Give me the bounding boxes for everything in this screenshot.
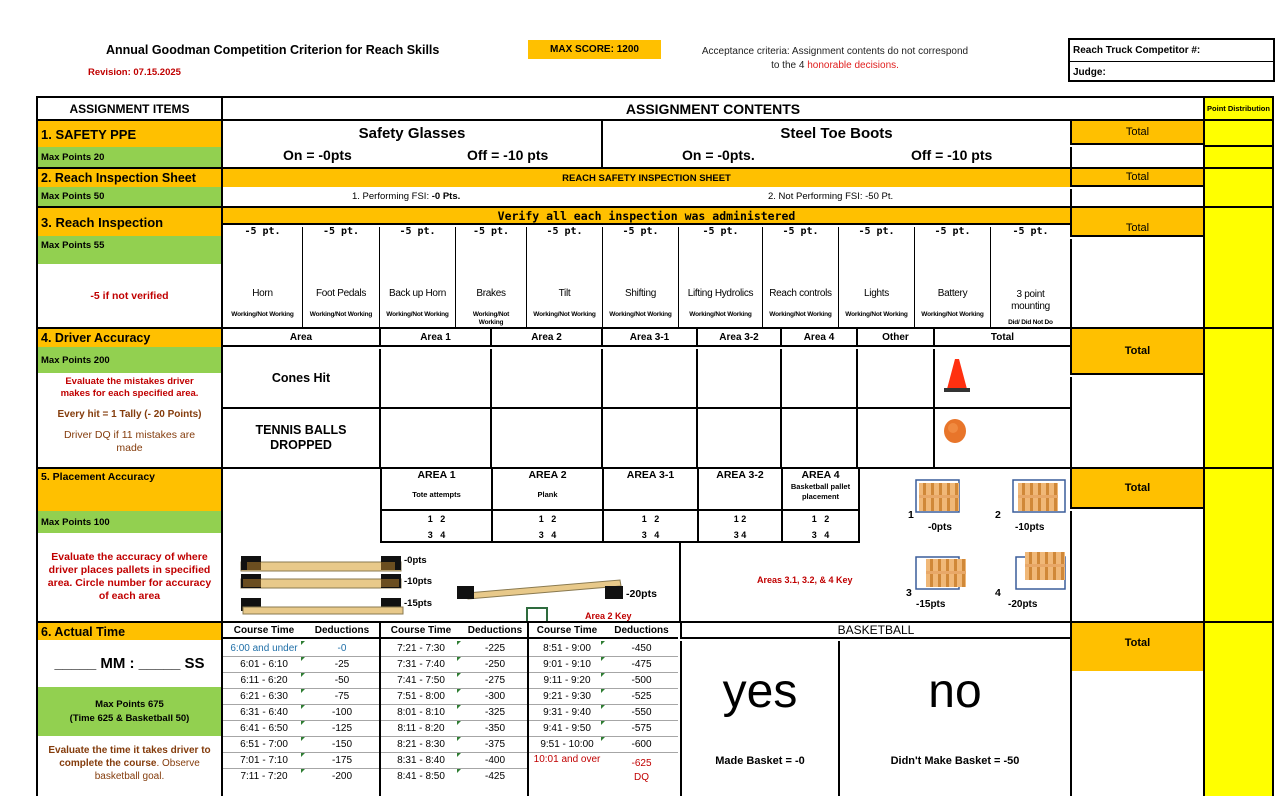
inspection-item-status: Working/Not Working (231, 311, 294, 318)
comment-indicator-icon (457, 753, 461, 757)
time-deduction-value: -425 (484, 771, 505, 782)
max-score-badge: MAX SCORE: 1200 (528, 40, 661, 59)
section-3-total-input[interactable] (1070, 239, 1203, 327)
pallet-key-pts-1: -0pts (928, 522, 952, 533)
plank-15pts-icon (241, 598, 403, 614)
comment-indicator-icon (301, 705, 305, 709)
time-entry-field[interactable]: _____ MM : _____ SS (38, 640, 223, 687)
inspection-item-points: -5 pt. (1012, 226, 1049, 237)
assignment-contents-header: ASSIGNMENT CONTENTS (223, 98, 1203, 121)
point-distribution-column (1203, 121, 1272, 796)
performing-fsi-points: -0 Pts. (431, 191, 461, 202)
verify-inspection-banner: Verify all each inspection was administered (223, 208, 1070, 225)
placement-area-sub: Plank (537, 490, 558, 499)
pallet-key-diagram (900, 475, 1070, 605)
time-deduction-value: -200 (331, 771, 352, 782)
traffic-cone-icon (941, 357, 981, 397)
comment-indicator-icon (457, 737, 461, 741)
tennis-ball-icon (943, 417, 973, 447)
inspection-items-row (223, 227, 1070, 327)
time-deduction-value: -450 (605, 641, 678, 657)
inspection-item-points: -5 pt. (782, 226, 819, 237)
section-4-desc-3: Driver DQ if 11 mistakes are made (63, 429, 196, 454)
section-2-total-input[interactable] (1070, 189, 1203, 206)
inspection-item-status: Working/Not Working (769, 311, 832, 318)
inspection-item-points: -5 pt. (622, 226, 659, 237)
pallet-key-num-4: 4 (995, 587, 1001, 599)
accuracy-column-header: Area (223, 329, 381, 347)
section-4-max-points: Max Points 200 (38, 347, 223, 373)
inspection-item-points: -5 pt. (546, 226, 583, 237)
form-title: Annual Goodman Competition Criterion for Reach Skills (106, 43, 440, 57)
time-deduction-value: -250 (461, 657, 529, 673)
pallet-position-1-icon (916, 480, 959, 512)
pallet-key-pts-4: -20pts (1008, 599, 1038, 610)
comment-indicator-icon (301, 737, 305, 741)
comment-indicator-icon (301, 721, 305, 725)
accuracy-number-selector[interactable] (382, 509, 491, 541)
plank-key-0pts: -0pts (404, 555, 427, 566)
revision-date: Revision: 07.15.2025 (88, 67, 181, 78)
time-deduction-value: -50 (305, 673, 379, 689)
time-deduction-value: -0 (305, 641, 379, 657)
driver-accuracy-grid (223, 329, 1070, 467)
tally-cell[interactable] (492, 349, 603, 409)
inspection-item-name: Foot Pedals (315, 288, 367, 299)
section-2-title: 2. Reach Inspection Sheet (38, 169, 223, 187)
section-5-title: 5. Placement Accuracy (38, 469, 223, 511)
comment-indicator-icon (301, 689, 305, 693)
accuracy-column-header: Other (858, 329, 935, 347)
tally-cell[interactable] (603, 409, 698, 467)
section-5-total-input[interactable] (1070, 511, 1203, 621)
yes-option[interactable]: yes (722, 664, 798, 718)
course-time-range: 8:51 - 9:00 (529, 641, 605, 657)
glasses-on-option[interactable]: On = -0pts (283, 147, 352, 163)
pallet-key-num-3: 3 (906, 587, 912, 599)
inspection-item-status: Working/Not Working (921, 311, 984, 318)
accuracy-numbers-row-1[interactable]: 1 2 (811, 514, 830, 524)
comment-indicator-icon (601, 689, 605, 693)
inspection-item-status: Working/Not Working (845, 311, 908, 318)
placement-area-sub (604, 490, 697, 502)
time-deduction-value: -600 (605, 737, 678, 753)
acceptance-line-1: Acceptance criteria: Assignment contents do not correspond (701, 46, 969, 57)
comment-indicator-icon (457, 705, 461, 709)
course-time-range: 8:11 - 8:20 (381, 721, 461, 737)
time-deduction-value: -625 DQ (631, 758, 652, 783)
section-6-total-input[interactable] (1070, 671, 1203, 796)
time-deduction-value: -350 (461, 721, 529, 737)
placement-area-sub: Tote attempts (412, 490, 461, 499)
placement-areas-grid (380, 469, 860, 543)
inspection-item-name: Lights (864, 288, 889, 299)
course-time-range: 8:31 - 8:40 (381, 753, 461, 769)
accuracy-row-label: Cones Hit (271, 370, 331, 385)
basketball-header: BASKETBALL (680, 623, 1070, 639)
pallet-key-pts-2: -10pts (1015, 522, 1045, 533)
section-5-max-points: Max Points 100 (38, 511, 223, 533)
accuracy-row-label-cell (223, 409, 381, 467)
inspection-item-status: Working/Not Working (609, 311, 672, 318)
placement-area (493, 469, 604, 541)
course-time-range: 7:21 - 7:30 (381, 641, 461, 657)
inspection-item[interactable] (223, 227, 303, 327)
inspection-item-name: Shifting (625, 288, 656, 299)
inspection-item-points: -5 pt. (322, 226, 360, 237)
inspection-item-name: Brakes (476, 288, 506, 299)
section-3-max-points-cell (38, 236, 223, 264)
inspection-item[interactable] (679, 227, 763, 327)
inspection-sheet-banner: REACH SAFETY INSPECTION SHEET (223, 169, 1070, 187)
inspection-item[interactable] (456, 227, 527, 327)
course-time-range: 6:21 - 6:30 (223, 689, 305, 705)
time-deduction-value: -125 (305, 721, 379, 737)
time-deduction-value: -400 (461, 753, 529, 769)
section-4-title: 4. Driver Accuracy (38, 329, 223, 347)
course-time-range: 9:41 - 9:50 (529, 721, 605, 737)
acceptance-criteria (670, 45, 1000, 73)
time-deduction-value: -175 (305, 753, 379, 769)
pallet-position-4-icon (1016, 552, 1065, 589)
tally-cell[interactable] (698, 349, 782, 409)
inspection-item-status: Working/Not Working (386, 311, 449, 318)
inspection-item[interactable] (763, 227, 839, 327)
inspection-item-name: Reach controls (769, 288, 832, 299)
area-2-key-label: Area 2 Key (585, 611, 632, 621)
section-3-note: -5 if not verified (38, 264, 223, 327)
tally-cell[interactable] (858, 349, 935, 409)
accuracy-numbers-row-2[interactable]: 3 4 (641, 530, 660, 540)
inspection-item-name: Battery (937, 288, 968, 299)
section-5-description: Evaluate the accuracy of where driver places pallets in specified area. Circle number for accuracy of each area (38, 533, 223, 621)
boots-on-option[interactable]: On = -0pts. (682, 147, 755, 163)
made-basket-cell[interactable] (680, 641, 840, 796)
judge-field[interactable]: Judge: (1073, 66, 1106, 78)
inspection-item-points: -5 pt. (858, 226, 895, 237)
course-time-range: 8:41 - 8:50 (397, 771, 445, 782)
comment-indicator-icon (601, 657, 605, 661)
course-time-table (223, 623, 680, 796)
inspection-item-status: Did/ Did Not Do (1008, 319, 1053, 326)
inspection-item[interactable] (303, 227, 380, 327)
inspection-item-name: Lifting Hydrolics (687, 288, 754, 299)
time-deduction-value: -375 (461, 737, 529, 753)
plank-20pts-icon (457, 580, 623, 599)
section-6-max-line-1: Max Points 675 (95, 698, 164, 710)
section-2-max-points: Max Points 50 (38, 187, 223, 206)
accuracy-column-header: Area 3-1 (603, 329, 698, 347)
time-deduction-value: -525 (605, 689, 678, 705)
plank-key-15pts: -15pts (404, 598, 432, 609)
comment-indicator-icon (457, 721, 461, 725)
placement-area-sub: Basketball pallet placement (790, 482, 851, 501)
accuracy-number-selector[interactable] (604, 509, 697, 541)
missed-basket-cell[interactable] (840, 641, 1070, 796)
time-deduction-value: -500 (605, 673, 678, 689)
inspection-item-status: Working/Not Working (533, 311, 596, 318)
inspection-item-points: -5 pt. (244, 226, 281, 237)
accuracy-column-header: Area 2 (492, 329, 603, 347)
course-time-header: Course Time (223, 623, 305, 639)
section-4-total-input[interactable] (1070, 377, 1203, 467)
pallet-key-num-2: 2 (995, 509, 1001, 521)
tally-cell[interactable] (782, 409, 858, 467)
course-time-range: 6:51 - 7:00 (223, 737, 305, 753)
inspection-item[interactable] (991, 227, 1070, 327)
placement-area (382, 469, 493, 541)
tally-cell[interactable] (698, 409, 782, 467)
inspection-item[interactable] (380, 227, 456, 327)
section-6-desc-rest: . Observe basketball goal. (94, 758, 200, 782)
deductions-header: Deductions (305, 623, 379, 639)
section-6-max-line-2: (Time 625 & Basketball 50) (69, 712, 190, 724)
comment-indicator-icon (457, 657, 461, 661)
comment-indicator-icon (601, 721, 605, 725)
course-time-range: 7:11 - 7:20 (240, 771, 288, 782)
accuracy-row-label-cell (223, 349, 381, 409)
course-time-range: 8:21 - 8:30 (381, 737, 461, 753)
assignment-items-header: ASSIGNMENT ITEMS (38, 98, 223, 121)
comment-indicator-icon (601, 737, 605, 741)
section-6-title: 6. Actual Time (38, 623, 223, 640)
placement-area-name: AREA 1 (417, 469, 456, 481)
performing-fsi-option[interactable] (352, 191, 460, 202)
tally-cell[interactable] (381, 409, 492, 467)
section-1-max-points: Max Points 20 (38, 147, 223, 167)
course-time-range: 10:01 and over (533, 754, 601, 765)
made-basket-label: Made Basket = -0 (715, 755, 805, 767)
course-time-range: 6:41 - 6:50 (223, 721, 305, 737)
plank-key-20pts: -20pts (626, 588, 657, 600)
course-time-range: 6:31 - 6:40 (223, 705, 305, 721)
competitor-number-field[interactable]: Reach Truck Competitor #: (1070, 40, 1273, 62)
accuracy-row-label: TENNIS BALLS DROPPED (255, 423, 347, 452)
accuracy-numbers-row-1[interactable]: 1 2 (641, 514, 660, 524)
course-time-range: 9:11 - 9:20 (529, 673, 605, 689)
accuracy-numbers-row-1[interactable]: 1 2 (427, 514, 446, 524)
inspection-item-points: -5 pt. (702, 226, 739, 237)
accuracy-column-header: Area 4 (782, 329, 858, 347)
section-6-max-points (38, 687, 223, 736)
plank-key-10pts: -10pts (404, 576, 432, 587)
comment-indicator-icon (457, 769, 461, 773)
tally-cell[interactable] (935, 409, 1070, 467)
comment-indicator-icon (601, 641, 605, 645)
course-time-range: 8:01 - 8:10 (381, 705, 461, 721)
time-deduction-value: -300 (461, 689, 529, 705)
glasses-off-option[interactable]: Off = -10 pts (467, 147, 549, 163)
inspection-item-status: Working/Not Working (472, 311, 510, 326)
placement-area (604, 469, 699, 541)
acceptance-line-2: to the 4 (771, 60, 808, 71)
section-4-total-label: Total (1070, 329, 1203, 375)
boots-off-option[interactable]: Off = -10 pts (911, 147, 993, 163)
tally-cell[interactable] (381, 349, 492, 409)
accuracy-numbers-row-2[interactable]: 3 4 (538, 530, 557, 540)
inspection-item-points: -5 pt. (472, 226, 510, 237)
section-6-total-label: Total (1070, 623, 1203, 671)
section-3-total-cell (1070, 208, 1203, 237)
section-5-total-label: Total (1070, 469, 1203, 509)
pallet-key-pts-3: -15pts (916, 599, 946, 610)
time-deduction-value: -275 (461, 673, 529, 689)
deductions-header: Deductions (605, 623, 678, 639)
deductions-header: Deductions (461, 623, 529, 639)
time-deduction-value: -150 (305, 737, 379, 753)
areas-3-4-key-label: Areas 3.1, 3.2, & 4 Key (757, 575, 853, 585)
accuracy-numbers-row-2[interactable]: 3 4 (427, 530, 446, 540)
performing-fsi-label: 1. Performing FSI: (352, 191, 432, 202)
course-time-range: 7:51 - 8:00 (381, 689, 461, 705)
accuracy-number-selector[interactable] (493, 509, 602, 541)
pallet-key-num-1: 1 (908, 509, 914, 521)
course-time-range: 6:01 - 6:10 (223, 657, 305, 673)
course-time-range: 9:51 - 10:00 (529, 737, 605, 753)
safety-glasses-cell[interactable] (223, 121, 603, 167)
inspection-item-name: Back up Horn (389, 288, 446, 299)
not-performing-fsi-option[interactable]: 2. Not Performing FSI: -50 Pt. (768, 191, 894, 202)
inspection-item-name: 3 point mounting (1011, 289, 1050, 312)
tally-cell[interactable] (858, 409, 935, 467)
time-deduction-value: -75 (305, 689, 379, 705)
section-3-max-points: Max Points 55 (41, 240, 105, 251)
inspection-item[interactable] (839, 227, 915, 327)
pallet-position-2-icon (1013, 480, 1065, 512)
honorable-decisions-text: honorable decisions. (807, 60, 899, 71)
comment-indicator-icon (457, 641, 461, 645)
accuracy-numbers-row-1[interactable]: 1 2 (733, 514, 747, 524)
safety-glasses-label: Safety Glasses (358, 125, 466, 142)
placement-area-name: AREA 2 (528, 469, 567, 481)
inspection-item-status: Working/Not Working (309, 311, 373, 318)
course-time-range: 9:31 - 9:40 (529, 705, 605, 721)
accuracy-column-header: Area 1 (381, 329, 492, 347)
section-1-total-label: Total (1070, 121, 1203, 145)
section-3-title: 3. Reach Inspection (38, 208, 223, 236)
time-deduction-value: -475 (605, 657, 678, 673)
inspection-item-status: Working/Not Working (689, 311, 752, 318)
inspection-item-points: -5 pt. (399, 226, 436, 237)
section-6-desc-bold: Evaluate the time it takes driver to complete the course (48, 745, 211, 769)
point-distribution-header: Point Distribution (1203, 98, 1272, 121)
comment-indicator-icon (301, 657, 305, 661)
time-deduction-value: -575 (605, 721, 678, 737)
course-time-range: 6:00 and under (223, 641, 305, 657)
inspection-item[interactable] (915, 227, 991, 327)
section-2-total-label: Total (1070, 169, 1203, 187)
course-time-range: 6:11 - 6:20 (223, 673, 305, 689)
comment-indicator-icon (601, 673, 605, 677)
section-4-desc-2: Every hit = 1 Tally (- 20 Points) (57, 409, 202, 420)
placement-area (783, 469, 860, 541)
course-time-range: 9:21 - 9:30 (529, 689, 605, 705)
comment-indicator-icon (301, 641, 305, 645)
steel-toe-boots-label: Steel Toe Boots (780, 125, 893, 142)
inspection-item-name: Horn (252, 288, 273, 299)
comment-indicator-icon (457, 673, 461, 677)
placement-area-sub (699, 490, 781, 502)
accuracy-numbers-row-1[interactable]: 1 2 (538, 514, 557, 524)
placement-area (699, 469, 783, 541)
section-4-description (38, 373, 223, 467)
inspection-item-name: Tilt (558, 288, 571, 299)
plank-10pts-icon (241, 574, 401, 588)
time-deduction-value: -225 (461, 641, 529, 657)
course-time-range: 7:31 - 7:40 (381, 657, 461, 673)
comment-indicator-icon (301, 753, 305, 757)
accuracy-number-selector[interactable] (783, 509, 858, 541)
inspection-item[interactable] (527, 227, 603, 327)
section-1-title: 1. SAFETY PPE (38, 121, 223, 147)
placement-area-name: AREA 3-1 (626, 469, 675, 481)
missed-basket-label: Didn't Make Basket = -50 (890, 755, 1020, 767)
time-deduction-value: -550 (605, 705, 678, 721)
no-option[interactable]: no (928, 664, 982, 718)
inspection-item-points: -5 pt. (934, 226, 971, 237)
plank-0pts-icon (241, 556, 401, 571)
pallet-position-3-icon (916, 557, 966, 589)
placement-area-name: AREA 4 (801, 469, 840, 481)
inspection-item[interactable] (603, 227, 679, 327)
tally-cell[interactable] (935, 349, 1070, 409)
tally-cell[interactable] (782, 349, 858, 409)
section-4-desc-1: Evaluate the mistakes driver makes for each specified area. (60, 376, 199, 399)
accuracy-numbers-row-2[interactable]: 3 4 (733, 530, 747, 540)
course-time-range: 7:01 - 7:10 (223, 753, 305, 769)
section-3-total-label: Total (1125, 221, 1150, 234)
comment-indicator-icon (301, 673, 305, 677)
tally-cell[interactable] (492, 409, 603, 467)
comment-indicator-icon (301, 769, 305, 773)
course-time-range: 7:41 - 7:50 (381, 673, 461, 689)
section-6-description (38, 736, 223, 796)
course-time-header: Course Time (381, 623, 461, 639)
course-time-header: Course Time (529, 623, 605, 639)
accuracy-column-header: Total (935, 329, 1070, 347)
time-deduction-value: -25 (305, 657, 379, 673)
accuracy-numbers-row-2[interactable]: 3 4 (811, 530, 830, 540)
comment-indicator-icon (457, 689, 461, 693)
placement-area-name: AREA 3-2 (716, 469, 764, 481)
comment-indicator-icon (601, 705, 605, 709)
course-time-range: 9:01 - 9:10 (529, 657, 605, 673)
section-1-total-input[interactable] (1070, 147, 1203, 167)
accuracy-column-header: Area 3-2 (698, 329, 782, 347)
time-deduction-value: -325 (461, 705, 529, 721)
competitor-box (1068, 38, 1275, 82)
time-deduction-value: -100 (305, 705, 379, 721)
tally-cell[interactable] (603, 349, 698, 409)
steel-toe-boots-cell[interactable] (603, 121, 1070, 167)
accuracy-number-selector[interactable] (699, 509, 781, 541)
